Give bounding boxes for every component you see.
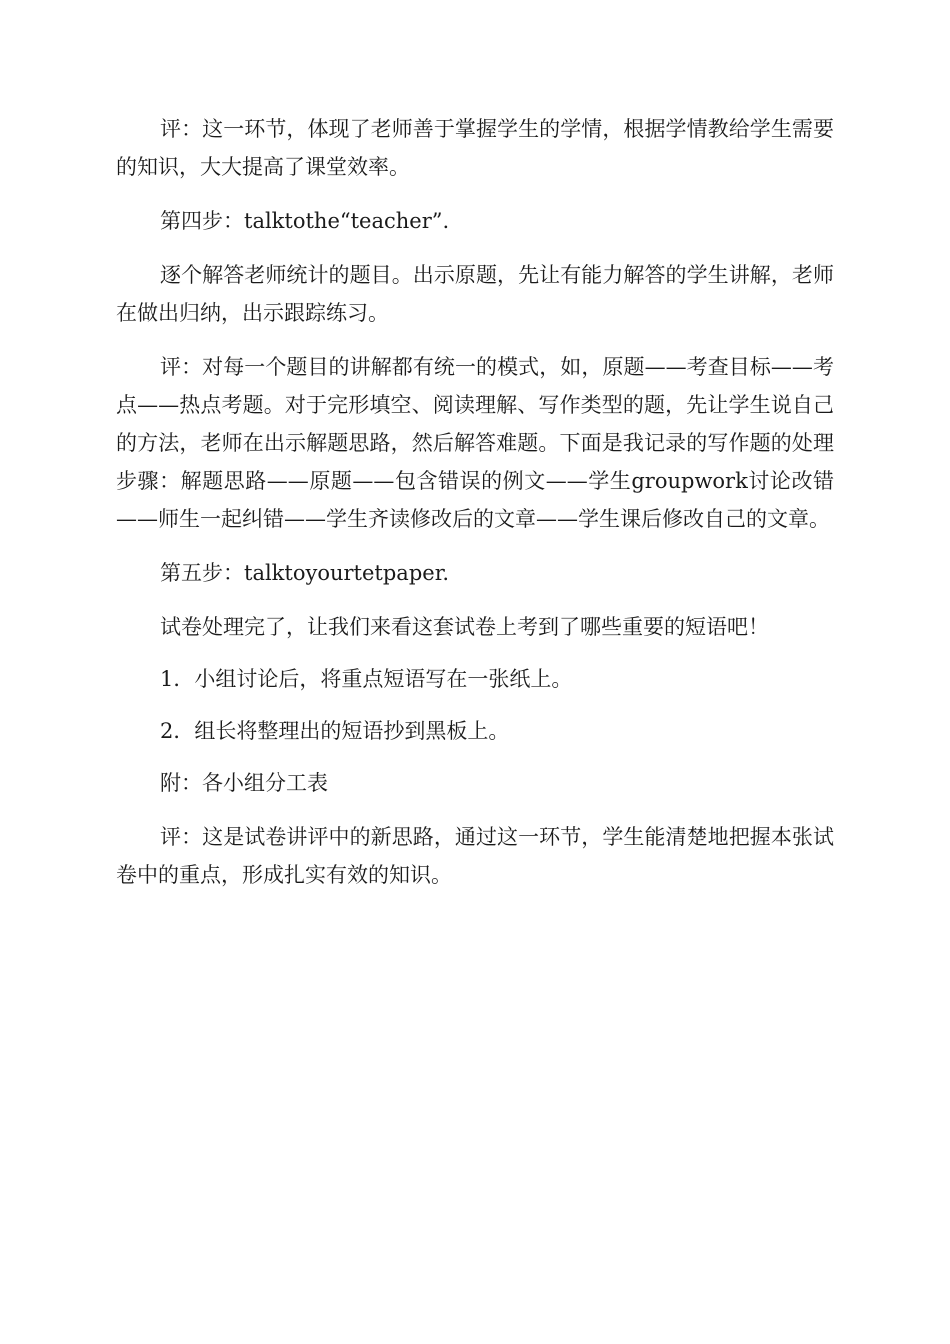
paragraph-comment-2: 评：对每一个题目的讲解都有统一的模式，如，原题——考查目标——考点——热点考题。对于完形填空、阅读理解、写作类型的题，先让学生说自己的方法，老师在出示解题思路，然后解答难题。下面是我记录的写作题的处理步骤：解题思路——原题——包含错误的例文——学生groupwork讨论改错——师生一起纠错——学生齐读修改后的文章——学生课后修改自己的文章。 <box>116 355 834 531</box>
document-body <box>116 110 834 910</box>
paragraph-step-4-body: 逐个解答老师统计的题目。出示原题，先让有能力解答的学生讲解，老师在做出归纳，出示跟踪练习。 <box>116 263 834 325</box>
paragraph-comment-3: 评：这是试卷讲评中的新思路，通过这一环节，学生能清楚地把握本张试卷中的重点，形成扎实有效的知识。 <box>116 825 834 887</box>
paragraph-appendix: 附：各小组分工表 <box>160 771 328 795</box>
list-item-1: 1．小组讨论后，将重点短语写在一张纸上。 <box>160 667 573 691</box>
paragraph-step-5-body: 试卷处理完了，让我们来看这套试卷上考到了哪些重要的短语吧！ <box>160 615 769 639</box>
paragraph-step-5-heading: 第五步：talktoyourtetpaper. <box>160 561 450 585</box>
paragraph-comment-1: 评：这一环节，体现了老师善于掌握学生的学情，根据学情教给学生需要的知识，大大提高了课堂效率。 <box>116 117 834 179</box>
list-item-2: 2．组长将整理出的短语抄到黑板上。 <box>160 719 510 743</box>
paragraph-step-4-heading: 第四步：talktothe“teacher”. <box>160 209 450 233</box>
